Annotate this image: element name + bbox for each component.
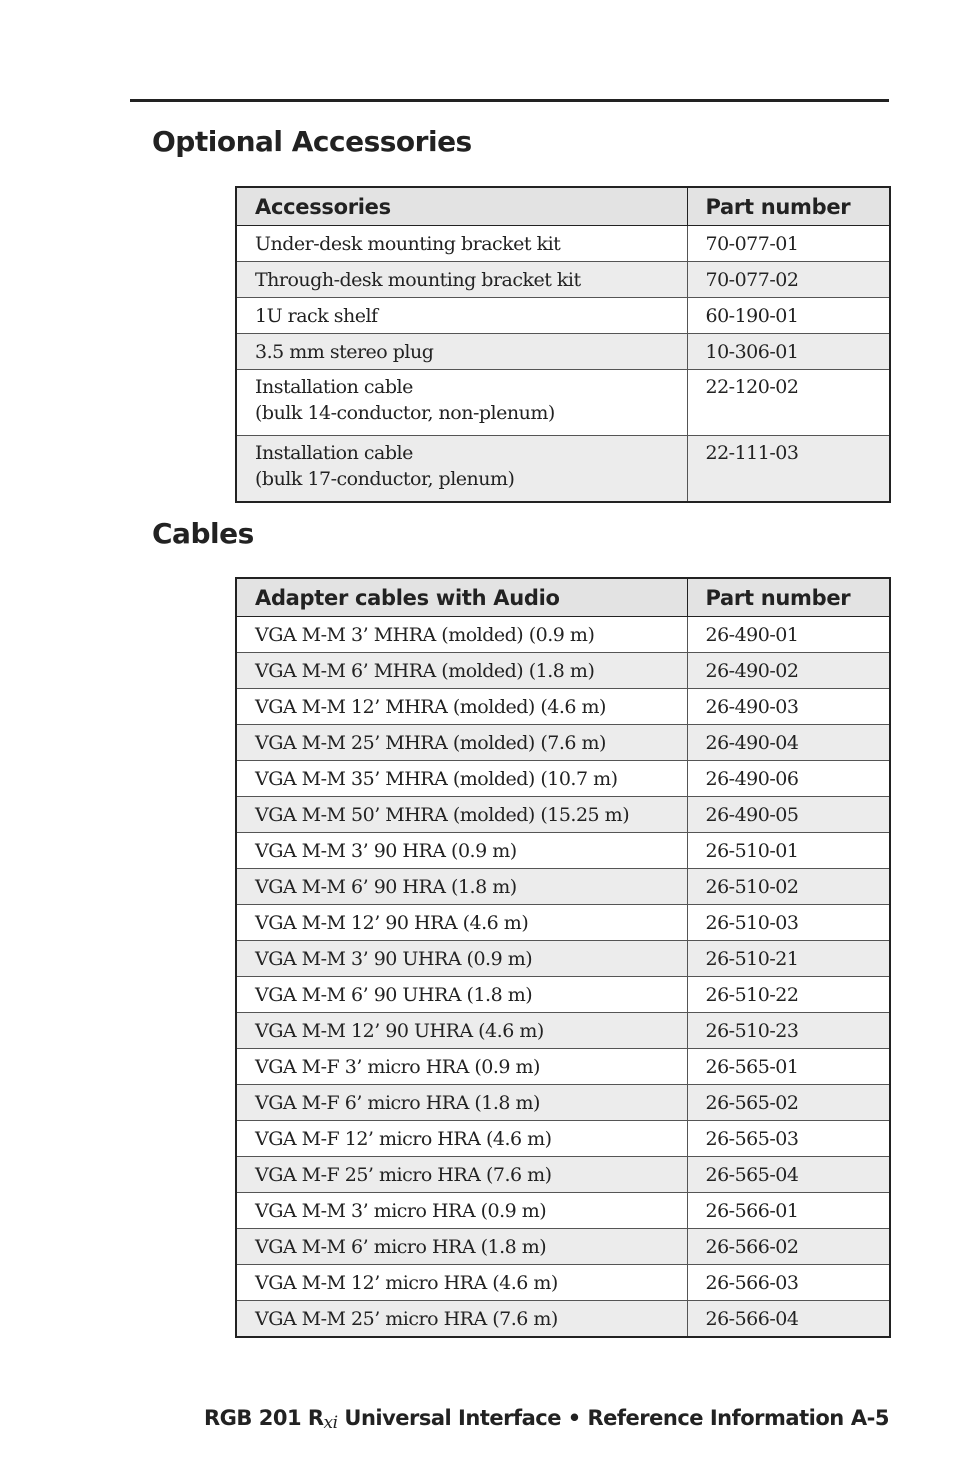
- table-row: [236, 1013, 890, 1049]
- table-row: [236, 689, 890, 725]
- part-number: 26-490-01: [687, 617, 890, 653]
- table-row: [236, 1265, 890, 1301]
- part-number: 26-490-02: [687, 653, 890, 689]
- accessory-name-line: Installation cable: [255, 376, 413, 398]
- table-row: [236, 761, 890, 797]
- accessory-name: [236, 436, 687, 503]
- part-number: 70-077-02: [687, 262, 890, 298]
- heading-cables: Cables: [152, 517, 254, 550]
- table-row: [236, 941, 890, 977]
- accessory-name-line: 1U rack shelf: [255, 304, 378, 327]
- cable-description: VGA M-F 3’ micro HRA (0.9 m): [236, 1049, 687, 1085]
- cable-description: VGA M-M 12’ MHRA (molded) (4.6 m): [236, 689, 687, 725]
- part-number: 26-510-02: [687, 869, 890, 905]
- column-header-part-number: Part number: [687, 578, 890, 617]
- cable-description: VGA M-M 12’ micro HRA (4.6 m): [236, 1265, 687, 1301]
- part-number: 26-566-04: [687, 1301, 890, 1338]
- column-header-accessories: Accessories: [236, 187, 687, 226]
- column-header-part-number: Part number: [687, 187, 890, 226]
- part-number: 26-566-02: [687, 1229, 890, 1265]
- cable-description: VGA M-F 25’ micro HRA (7.6 m): [236, 1157, 687, 1193]
- part-number: 26-490-04: [687, 725, 890, 761]
- footer-product-prefix: RGB 201 R: [204, 1406, 324, 1430]
- accessory-name: [236, 226, 687, 262]
- table-row: [236, 298, 890, 334]
- accessory-name: [236, 298, 687, 334]
- accessory-name-line: (bulk 14-conductor, non-plenum): [255, 402, 555, 424]
- table-row: [236, 1049, 890, 1085]
- heading-optional-accessories: Optional Accessories: [152, 125, 472, 158]
- cable-description: VGA M-M 3’ 90 UHRA (0.9 m): [236, 941, 687, 977]
- table-row: [236, 226, 890, 262]
- part-number: 26-565-03: [687, 1121, 890, 1157]
- table-row: [236, 334, 890, 370]
- table-row: [236, 1229, 890, 1265]
- accessory-name: [236, 334, 687, 370]
- part-number: 26-490-05: [687, 797, 890, 833]
- cable-description: VGA M-F 6’ micro HRA (1.8 m): [236, 1085, 687, 1121]
- table-row: [236, 1157, 890, 1193]
- part-number: 26-510-22: [687, 977, 890, 1013]
- part-number: 22-111-03: [687, 436, 890, 503]
- part-number: 26-565-01: [687, 1049, 890, 1085]
- table-row: [236, 436, 890, 503]
- cable-description: VGA M-M 3’ 90 HRA (0.9 m): [236, 833, 687, 869]
- part-number: 26-565-02: [687, 1085, 890, 1121]
- accessory-name: [236, 370, 687, 436]
- accessories-table: [235, 186, 891, 503]
- cable-description: VGA M-M 6’ 90 UHRA (1.8 m): [236, 977, 687, 1013]
- cables-table: [235, 577, 891, 1338]
- cable-description: VGA M-M 6’ micro HRA (1.8 m): [236, 1229, 687, 1265]
- part-number: 26-510-01: [687, 833, 890, 869]
- part-number: 26-566-03: [687, 1265, 890, 1301]
- table-row: [236, 833, 890, 869]
- accessory-name: [236, 262, 687, 298]
- cable-description: VGA M-M 35’ MHRA (molded) (10.7 m): [236, 761, 687, 797]
- part-number: 26-565-04: [687, 1157, 890, 1193]
- cable-description: VGA M-M 25’ micro HRA (7.6 m): [236, 1301, 687, 1338]
- accessory-name-line: Under-desk mounting bracket kit: [255, 232, 561, 255]
- table-row: [236, 905, 890, 941]
- part-number: 10-306-01: [687, 334, 890, 370]
- cable-description: VGA M-M 6’ 90 HRA (1.8 m): [236, 869, 687, 905]
- accessory-name-line: Through-desk mounting bracket kit: [255, 268, 581, 291]
- footer-title: [204, 1402, 844, 1436]
- table-row: [236, 869, 890, 905]
- table-row: [236, 797, 890, 833]
- table-row: [236, 262, 890, 298]
- part-number: 70-077-01: [687, 226, 890, 262]
- table-row: [236, 1301, 890, 1338]
- table-row: [236, 370, 890, 436]
- table-header-row: [236, 187, 890, 226]
- accessory-name-line: 3.5 mm stereo plug: [255, 340, 434, 363]
- table-row: [236, 653, 890, 689]
- table-row: [236, 1121, 890, 1157]
- table-row: [236, 977, 890, 1013]
- cable-description: VGA M-F 12’ micro HRA (4.6 m): [236, 1121, 687, 1157]
- part-number: 26-510-23: [687, 1013, 890, 1049]
- table-header-row: [236, 578, 890, 617]
- table-row: [236, 1085, 890, 1121]
- page-number: A-5: [850, 1406, 889, 1430]
- part-number: 26-566-01: [687, 1193, 890, 1229]
- column-header-adapter-cables: Adapter cables with Audio: [236, 578, 687, 617]
- accessory-name-line: Installation cable: [255, 442, 413, 464]
- part-number: 26-490-03: [687, 689, 890, 725]
- cable-description: VGA M-M 6’ MHRA (molded) (1.8 m): [236, 653, 687, 689]
- part-number: 26-490-06: [687, 761, 890, 797]
- accessory-name-line: (bulk 17-conductor, plenum): [255, 468, 515, 490]
- table-row: [236, 1193, 890, 1229]
- cable-description: VGA M-M 50’ MHRA (molded) (15.25 m): [236, 797, 687, 833]
- table-row: [236, 725, 890, 761]
- part-number: 60-190-01: [687, 298, 890, 334]
- cable-description: VGA M-M 25’ MHRA (molded) (7.6 m): [236, 725, 687, 761]
- table-row: [236, 617, 890, 653]
- part-number: 22-120-02: [687, 370, 890, 436]
- part-number: 26-510-21: [687, 941, 890, 977]
- cable-description: VGA M-M 12’ 90 HRA (4.6 m): [236, 905, 687, 941]
- cable-description: VGA M-M 12’ 90 UHRA (4.6 m): [236, 1013, 687, 1049]
- top-rule: [130, 99, 889, 102]
- footer-title-rest: Universal Interface • Reference Information: [337, 1406, 844, 1430]
- footer-product-suffix: xi: [323, 1413, 338, 1433]
- cable-description: VGA M-M 3’ micro HRA (0.9 m): [236, 1193, 687, 1229]
- part-number: 26-510-03: [687, 905, 890, 941]
- cable-description: VGA M-M 3’ MHRA (molded) (0.9 m): [236, 617, 687, 653]
